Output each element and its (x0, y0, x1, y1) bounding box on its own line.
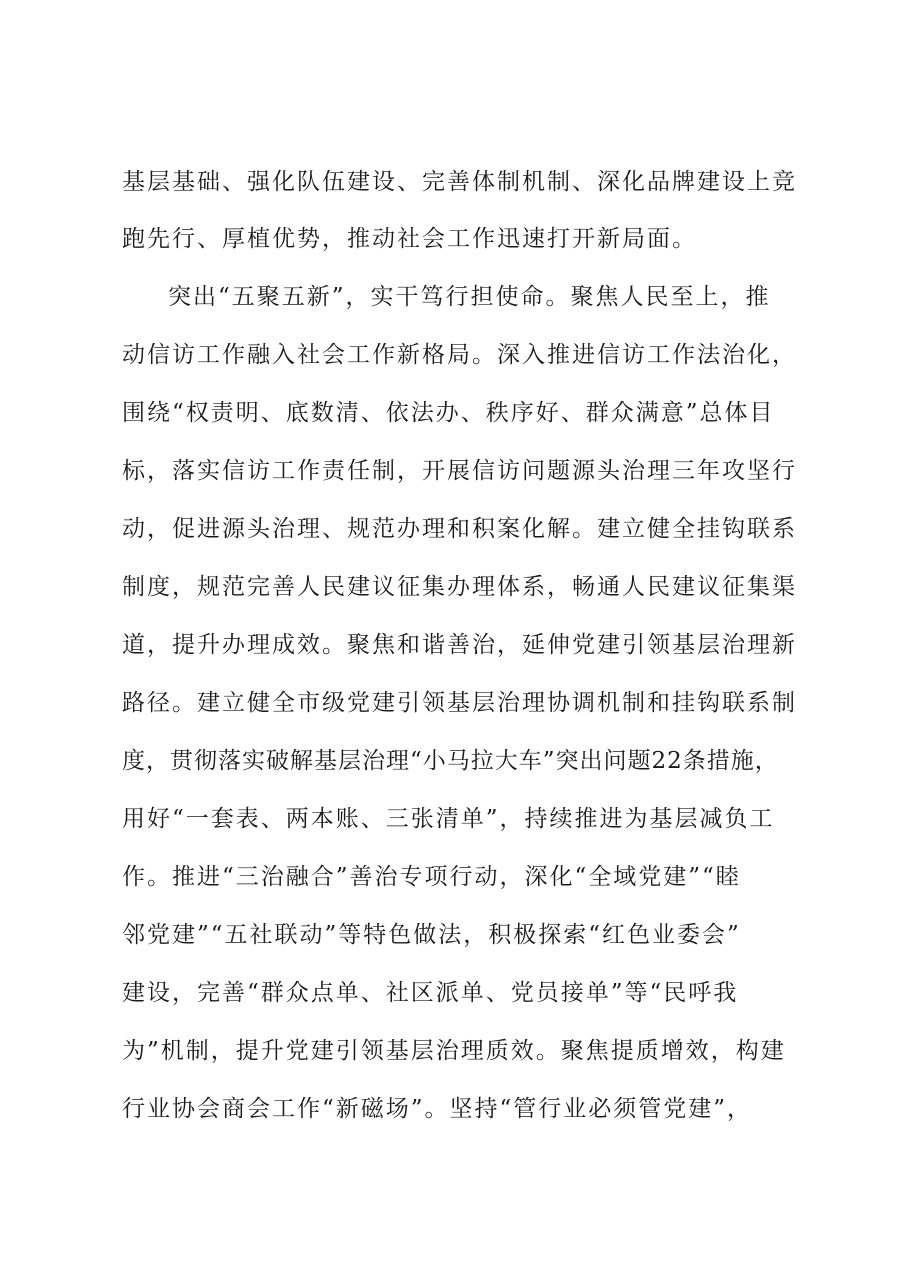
text-line-16: 为”机制，提升党建引领基层治理质效。聚焦提质增效，构建 (122, 1038, 786, 1064)
text-line-3: 突出“五聚五新”，实干笃行担使命。聚焦人民至上，推 (168, 284, 771, 310)
text-line-13: 作。推进“三治融合”善治专项行动，深化“全域党建”“睦 (122, 864, 741, 890)
text-line-4: 动信访工作融入社会工作新格局。深入推进信访工作法治化， (122, 342, 797, 368)
text-line-5: 围绕“权责明、底数清、依法办、秩序好、群众满意”总体目 (122, 400, 775, 426)
text-line-8: 制度，规范完善人民建议征集办理体系，畅通人民建议征集渠 (122, 574, 797, 600)
text-line-10: 路径。建立健全市级党建引领基层治理协调机制和挂钩联系制 (122, 690, 797, 716)
text-line-7: 动，促进源头治理、规范办理和积案化解。建立健全挂钩联系 (122, 516, 797, 542)
text-line-17: 行业协会商会工作“新磁场”。坚持“管行业必须管党建”， (122, 1096, 753, 1122)
text-line-2: 跑先行、厚植优势，推动社会工作迅速打开新局面。 (122, 226, 697, 252)
text-line-6: 标，落实信访工作责任制，开展信访问题源头治理三年攻坚行 (122, 458, 797, 484)
text-line-14: 邻党建”“五社联动”等特色做法，积极探索“红色业委会” (122, 922, 741, 948)
text-line-15: 建设，完善“群众点单、社区派单、党员接单”等“民呼我 (122, 980, 739, 1006)
text-line-1: 基层基础、强化队伍建设、完善体制机制、深化品牌建设上竞 (122, 169, 797, 195)
text-line-11: 度，贯彻落实破解基层治理“小马拉大车”突出问题22条措施， (122, 748, 779, 774)
text-line-9: 道，提升办理成效。聚焦和谐善治，延伸党建引领基层治理新 (122, 632, 797, 658)
text-line-12: 用好“一套表、两本账、三张清单”，持续推进为基层减负工 (122, 806, 775, 832)
